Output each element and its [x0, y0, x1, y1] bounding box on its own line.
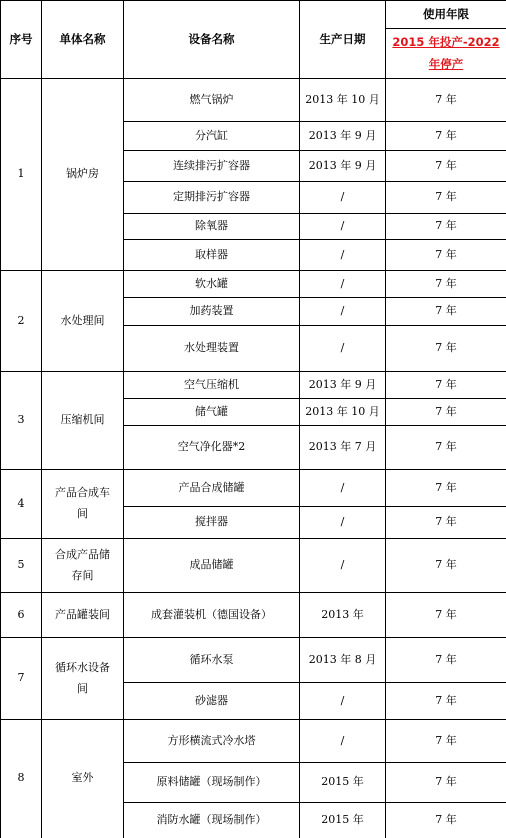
equipment-name: 空气压缩机: [124, 372, 300, 399]
production-date: /: [300, 720, 386, 763]
production-date: 2013 年 10 月: [300, 79, 386, 122]
service-life: 7 年: [386, 539, 506, 593]
group-seq: 3: [1, 372, 42, 470]
equipment-name: 水处理装置: [124, 326, 300, 372]
service-life: 7 年: [386, 79, 506, 122]
equipment-name: 原料储罐（现场制作）: [124, 763, 300, 803]
equipment-name: 砂滤器: [124, 683, 300, 720]
table-body: [1, 79, 506, 838]
equipment-name: 定期排污扩容器: [124, 182, 300, 214]
production-date: /: [300, 182, 386, 214]
header-date: 生产日期: [300, 1, 386, 79]
equipment-name: 连续排污扩容器: [124, 151, 300, 182]
service-life: 7 年: [386, 683, 506, 720]
table-row: [1, 271, 506, 298]
equipment-name: 成品储罐: [124, 539, 300, 593]
service-life: 7 年: [386, 470, 506, 507]
service-life: 7 年: [386, 122, 506, 151]
equipment-name: 取样器: [124, 240, 300, 271]
header-equipment: 设备名称: [124, 1, 300, 79]
service-life: 7 年: [386, 182, 506, 214]
production-date: /: [300, 298, 386, 326]
service-life: 7 年: [386, 593, 506, 638]
equipment-name: 方形横流式冷水塔: [124, 720, 300, 763]
service-life: 7 年: [386, 763, 506, 803]
production-date: /: [300, 507, 386, 539]
service-life: 7 年: [386, 326, 506, 372]
group-seq: 2: [1, 271, 42, 372]
production-date: /: [300, 539, 386, 593]
life-note-text: 2015 年投产-2022 年停产: [392, 35, 499, 71]
production-date: 2015 年: [300, 803, 386, 838]
service-life: 7 年: [386, 720, 506, 763]
equipment-name: 软水罐: [124, 271, 300, 298]
service-life: 7 年: [386, 638, 506, 683]
table-row: [1, 539, 506, 593]
service-life: 7 年: [386, 507, 506, 539]
service-life: 7 年: [386, 298, 506, 326]
service-life: 7 年: [386, 372, 506, 399]
service-life: 7 年: [386, 803, 506, 838]
group-seq: 5: [1, 539, 42, 593]
production-date: /: [300, 326, 386, 372]
production-date: /: [300, 683, 386, 720]
table-row: [1, 79, 506, 122]
service-life: 7 年: [386, 426, 506, 470]
production-date: /: [300, 214, 386, 240]
header-seq: 序号: [1, 1, 42, 79]
production-date: 2013 年 9 月: [300, 122, 386, 151]
group-seq: 6: [1, 593, 42, 638]
table-row: [1, 372, 506, 399]
service-life: 7 年: [386, 214, 506, 240]
header-life-note: [386, 29, 506, 79]
production-date: /: [300, 271, 386, 298]
header-unit: 单体名称: [42, 1, 124, 79]
equipment-name: 空气净化器*2: [124, 426, 300, 470]
group-unit: 室外: [42, 720, 124, 838]
production-date: 2013 年 8 月: [300, 638, 386, 683]
equipment-name: 搅拌器: [124, 507, 300, 539]
group-seq: 1: [1, 79, 42, 271]
group-unit: 水处理间: [42, 271, 124, 372]
production-date: 2013 年 9 月: [300, 372, 386, 399]
equipment-name: 产品合成储罐: [124, 470, 300, 507]
group-unit: 锅炉房: [42, 79, 124, 271]
group-seq: 8: [1, 720, 42, 838]
production-date: /: [300, 470, 386, 507]
production-date: 2013 年: [300, 593, 386, 638]
equipment-name: 循环水泵: [124, 638, 300, 683]
service-life: 7 年: [386, 240, 506, 271]
group-seq: 4: [1, 470, 42, 539]
service-life: 7 年: [386, 151, 506, 182]
service-life: 7 年: [386, 271, 506, 298]
header-life: 使用年限: [386, 1, 506, 29]
table-row: [1, 720, 506, 763]
table-row: [1, 470, 506, 507]
production-date: 2013 年 9 月: [300, 151, 386, 182]
group-unit: 合成产品储存间: [42, 539, 124, 593]
equipment-name: 成套灌装机（德国设备）: [124, 593, 300, 638]
production-date: 2013 年 10 月: [300, 399, 386, 426]
equipment-name: 加药装置: [124, 298, 300, 326]
group-unit: 产品合成车间: [42, 470, 124, 539]
equipment-name: 分汽缸: [124, 122, 300, 151]
group-unit: 压缩机间: [42, 372, 124, 470]
equipment-name: 燃气锅炉: [124, 79, 300, 122]
group-unit: 循环水设备间: [42, 638, 124, 720]
group-seq: 7: [1, 638, 42, 720]
equipment-name: 除氧器: [124, 214, 300, 240]
group-unit: 产品罐装间: [42, 593, 124, 638]
production-date: /: [300, 240, 386, 271]
production-date: 2013 年 7 月: [300, 426, 386, 470]
table-row: [1, 593, 506, 638]
equipment-name: 储气罐: [124, 399, 300, 426]
equipment-name: 消防水罐（现场制作）: [124, 803, 300, 838]
table-row: [1, 638, 506, 683]
production-date: 2015 年: [300, 763, 386, 803]
service-life: 7 年: [386, 399, 506, 426]
